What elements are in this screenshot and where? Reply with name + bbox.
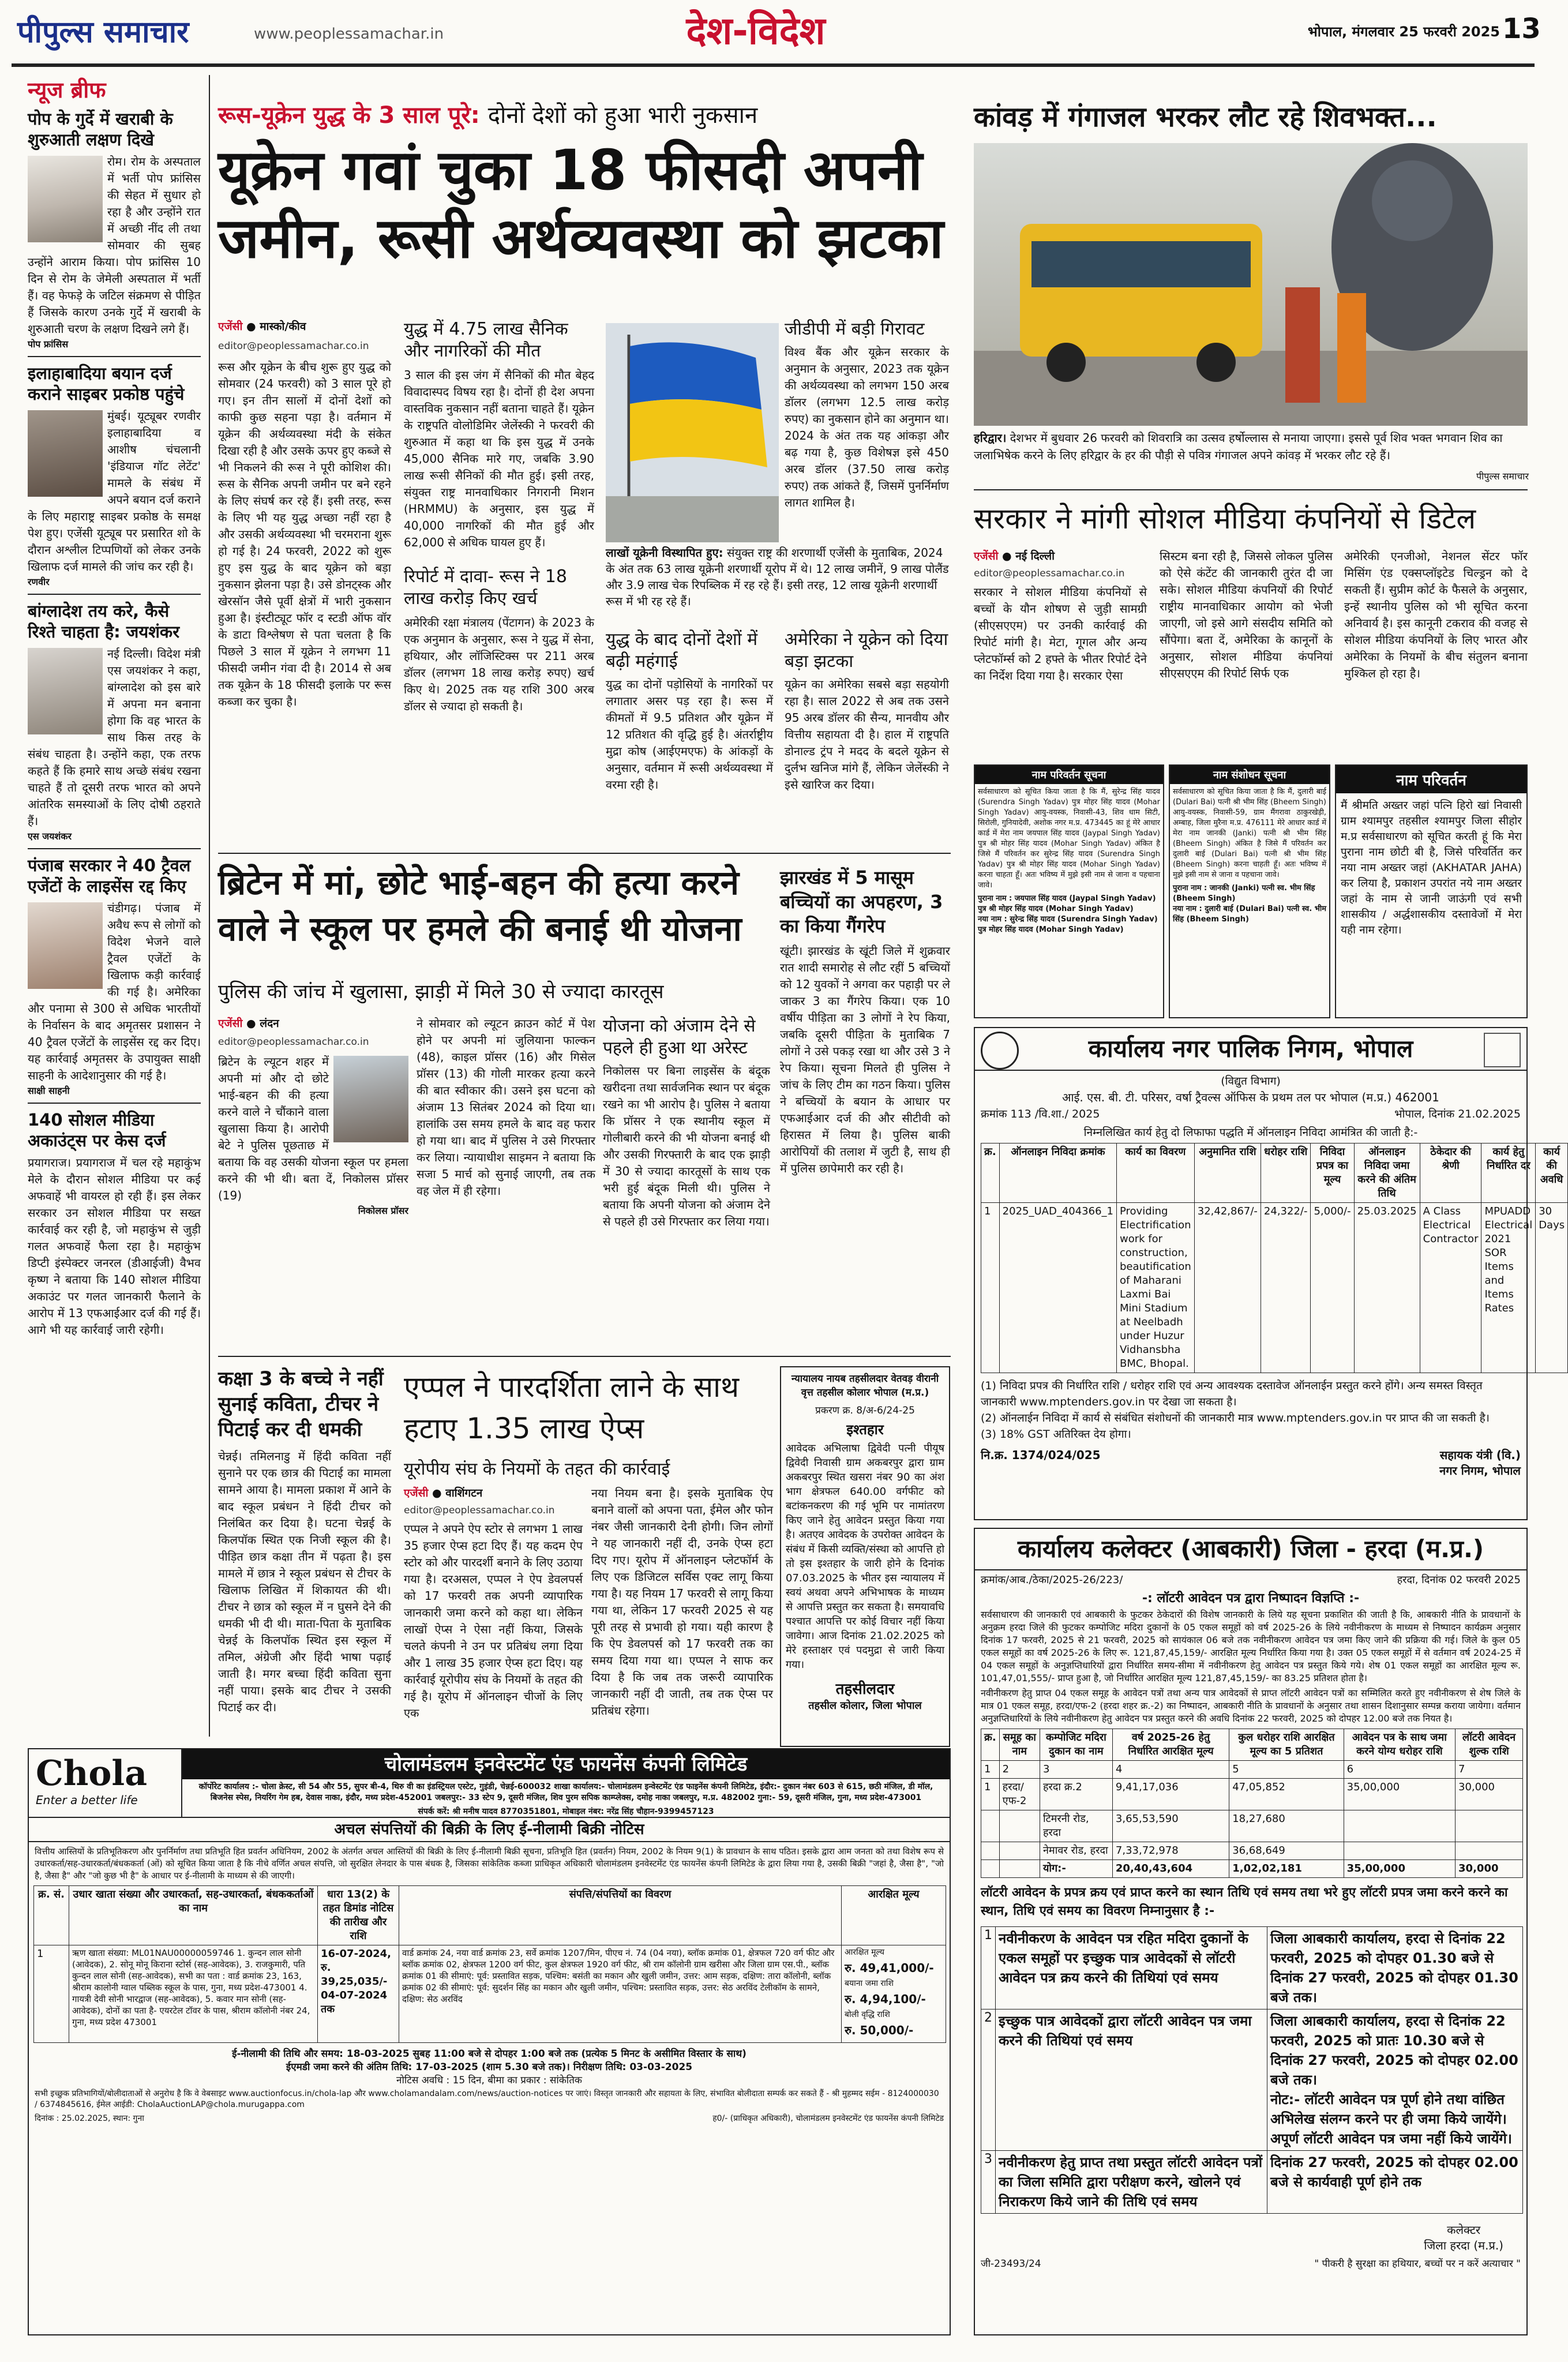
- social-email[interactable]: editor@peoplessamachar.co.in: [974, 568, 1125, 579]
- issue-date: भोपाल, मंगलवार 25 फरवरी 2025: [1307, 24, 1500, 40]
- social-col1-text: सरकार ने सोशल मीडिया कंपनियों से बच्चों के यौन शोषण से जुड़ी सामग्री (सीएसएएम) पर उनकी कार्रवाई की रिपोर्ट मांगी है। मेटा, गूगल और अन्य प्लेटफॉर्म्स को 2 हफ्ते के भीतर रिपोर्ट देने का निर्देश दिया गया है। सरकार ऐसा: [974, 585, 1147, 683]
- bmc-logo-icon: [981, 1032, 1019, 1070]
- lead-col3-text: विश्व बैंक और यूक्रेन सरकार के अनुमान के अनुसार, 2023 तक यूक्रेन की अर्थव्यवस्था को लगभग 150 अरब डॉलर (लगभग 12.5 लाख करोड़ रुपए) का नुकसान होने का अनुमान था। 2024 के अंत तक यह आंकड़ा और बढ़ गया है, कुछ विशेषज्ञ इसे 450 अरब डॉलर (37.50 लाख करोड़ रुपए) तक आंकते हैं, जिसमें पुनर्निर्माण लागत शामिल है।: [785, 345, 949, 509]
- jharkhand-body: खूंटी। झारखंड के खूंटी जिले में शुक्रवार रात शादी समारोह से लौट रहीं 5 बच्चियों को 12 युवकों ने अगवा कर पहाड़ी पर ले जाकर 3 का गैंगरेप किया। एक 10 वर्षीय पीड़िता का 3 लोगों ने रेप किया, जबकि दूसरी पीड़िता के मुताबिक 7 लोगों ने उसे पकड़ रखा था और उसे 3 ने रेप किया। सूचना मिलते ही पुलिस ने जांच के लिए टीम का गठन किया। पुलिस ने बच्चियों के बयान के आधार पर एफआईआर दर्ज की और सीटीवी को हिरासत में लिया है। पुलिस बाकी आरोपियों की तलाश में जुटी है, साथ ही में पुलिस छापेमारी कर रही है।: [780, 944, 950, 1175]
- table-row: 2 इच्छुक पात्र आवेदकों द्वारा लॉटरी आवेदन पत्र जमा करने की तिथियां एवं समय जिला आबकारी कार्यालय, हरदा से दिनांक 22 फरवरी, 2025 को प्रातः 10.30 बजे से दिनांक 27 फरवरी, 2025 को दोपहर 02.00 बजे तक। नोट:- लॉटरी आवेदन पत्र पूर्ण होने तथा वांछित अभिलेख संलग्न करने पर ही जमा किये जायेंगे। अपूर्ण लॉटरी आवेदन पत्र जमा नहीं किये जायेंगे।: [981, 2009, 1523, 2151]
- jharkhand-story: [780, 865, 950, 1350]
- chola-address: कॉर्पोरेट कार्यालय :- चोला क्रेस्ट, सी 54 और 55, सुपर बी-4, थिरु वी का इंडस्ट्रियल एस्टेट, गुइंडी, चेन्नई-600032 शाखा कार्यालय:- चोलामंडलम इन्वेस्टमेंट एंड फाइनेंस कंपनी लिमिटेड, इंदौर:- दुकान नंबर 603 से 615, छठी मंजिल, डी मॉल, बिजनेस स्पेस, नियरिंग गेम हब, देवास नाका, इंदौर, मध्य प्रदेश-452001 जबलपुर:- 33 स्टेप 9, दूसरी मंजिल, शिव पुरम सपिक काम्प्लेक्स, दमोह नाका जबलपुर, म.प्र. 482002 गुना:- 59, दूसरी मंजिल, गुना, मध्य प्रदेश-473001: [198, 1782, 933, 1802]
- collector-schedule-table: [981, 1926, 1523, 2214]
- prosser-caption: निकोलस प्रॉसर: [358, 1205, 408, 1216]
- chola-bid-label: बोली वृद्धि राशि: [845, 2010, 890, 2019]
- britain-byline: एजेंसी ● लंदन: [218, 1017, 279, 1030]
- notice3-title: नाम परिवर्तन: [1336, 766, 1526, 793]
- swachh-logo-icon: [1484, 1033, 1521, 1067]
- chola-contact: संपर्क करें: श्री मनीष यादव 8770351801, मोबाइल नंबर: नरेंद्र सिंह चौहान-9399457123: [418, 1807, 714, 1816]
- flag-icon: [606, 323, 779, 542]
- brief-jaishankar-body: नई दिल्ली। विदेश मंत्री एस जयशंकर ने कहा, बांग्लादेश को इस बारे में अपना मन बनाना होगा कि वह भारत के साथ किस तरह के संबंध चाहता है। उन्होंने कहा, एक तरफ कहते हैं कि हमारे साथ अच्छे संबंध रखना चाहते हैं तो दूसरी तरफ भारत को अपने आंतरिक समस्याओं के लिए दोषी ठहराते हैं।: [28, 647, 201, 828]
- notice1-new: नया नाम : सुरेन्द्र सिंह यादव (Surendra Singh Yadav) पुत्र मोहर सिंह यादव (Mohar Singh Yadav): [978, 915, 1158, 934]
- lead-col2-text: 3 साल की इस जंग में सैनिकों की मौत बेहद विवादास्पद विषय रहा है। दोनों ही देश अपना वास्तविक नुकसान नहीं बताना चाहते हैं। यूक्रेन के राष्ट्रपति वोलोडिमिर जेलेंस्की ने फरवरी की शुरुआत में कहा था कि इस युद्ध में उनके 45,000 सैनिक मारे गए, जबकि 3.90 लाख रूसी सैनिकों की मौत हुई। इसी तरह, संयुक्त राष्ट्र मानवाधिकार निगरानी मिशन (HRMMU) के अनुसार, इस युद्ध में 40,000 नागरिकों की मौत हुई और 62,000 से अधिक घायल हुए हैं।: [404, 368, 594, 549]
- class3-story: [218, 1366, 391, 1735]
- tehsil-sign2: तहसील कोलार, जिला भोपाल: [808, 1700, 922, 1712]
- brief-pope-body: रोम। रोम के अस्पताल में भर्ती पोप फ्रांसिस की सेहत में सुधार हो रहा है और उन्होंने रात में अच्छी नींद ली तथा सोमवार की सुबह उन्होंने आराम किया। पोप फ्रांसिस 10 दिन से रोम के जेमेली अस्पताल में भर्ती हैं। वह फेफड़े के जटिल संक्रमण से पीड़ित हैं जिसके कारण उनके गुर्दे में खराबी के शुरुआती चरण के लक्षण दिखने लगे हैं।: [28, 155, 201, 336]
- social-byline: एजेंसी ● नई दिल्ली: [974, 550, 1055, 563]
- tehsil-title: न्यायालय नायब तहसीलदार वेतवड़ वीरानी वृत्त तहसील कोलार भोपाल (म.प्र.): [791, 1373, 939, 1399]
- britain-column-3: [603, 1015, 770, 1350]
- social-headline: सरकार ने मांगी सोशल मीडिया कंपनियों से डिटेल: [974, 502, 1476, 535]
- collector-heading: -: लॉटरी आवेदन पत्र द्वारा निष्पादन विज्ञप्ति :-: [1142, 1591, 1360, 1606]
- chola-auction: ई-नीलामी की तिथि और समय: 18-03-2025 सुबह 11:00 बजे से दोपहर 1:00 बजे तक (प्रत्येक 5 मिनट के असीमित विस्तार के साथ): [232, 2048, 747, 2060]
- shiv-rule: [974, 489, 1528, 490]
- social-col3-text: अमेरिकी एनजीओ, नेशनल सेंटर फॉर मिसिंग एंड एक्सप्लॉइटेड चिल्ड्रन को दे सकती हैं। सुप्रीम कोर्ट के फैसले के अनुसार, इन्हें स्थानीय पुलिस को भी सूचित करना अनिवार्य है। इस कानूनी टकराव की वजह से सोशल मीडिया कंपनियों के लिए भारत और अमेरिका के नियमों के बीच संतुलन बनाना मुश्किल हो रहा है।: [1344, 549, 1528, 680]
- notice1-body: सर्वसाधारण को सूचित किया जाता है कि मैं, सुरेन्द्र सिंह यादव (Surendra Singh Yadav) पुत्र मोहर सिंह यादव (Mohar Singh Yadav) आयु-वयस्क, निवासी-43, शिव धाम सिटी, सिरोली, गुनियादेवी, अशोक नगर म.प्र. 473445 का हूं मेरे आधार कार्ड में मेरा नाम जयपाल सिंह यादव (Jaypal Singh Yadav) पुत्र श्री मोहर सिंह यादव (Mohar Singh Yadav) अंकित है जिसे मैं परिवर्तन कर सुरेन्द्र सिंह यादव (Surendra Singh Yadav) पुत्र श्री मोहर सिंह यादव (Mohar Singh Yadav) करना चाहता हूँ। अतः भविष्य में मुझे इसी नाम से जाना व पहचाना जावे।: [978, 788, 1160, 890]
- britain-col1-text: ब्रिटेन के ल्यूटन शहर में अपनी मां और दो छोटे भाई-बहन की की हत्या करने वाले ने चौंकाने वाला खुलासा किया है। आरोपी बेटे ने पुलिस पूछताछ में बताया कि वह उसकी योजना स्कूल पर हमला करने की भी थी। बता दें, निकोलस प्रॉसर (19): [218, 1055, 408, 1202]
- collector-title: कार्यालय कलेक्टर (आबकारी) जिला - हरदा (म.प्र.): [975, 1529, 1526, 1570]
- jharkhand-headline: झारखंड में 5 मासूम बच्चियों का अपहरण, 3 का किया गैंगरेप: [780, 867, 943, 937]
- notice2-title: नाम संशोधन सूचना: [1170, 766, 1329, 784]
- apple-column-1: [404, 1485, 583, 1739]
- shiv-photo: [974, 143, 1528, 426]
- chola-title: चोलामंडलम इनवेस्टमेंट एंड फायनेंस कंपनी लिमिटेड: [182, 1749, 950, 1779]
- nagar-tender-table: [981, 1143, 1568, 1373]
- notice-name-change-2: [1169, 764, 1330, 1018]
- lead-column-4: [606, 629, 773, 848]
- tehsil-label: इश्तहार: [846, 1422, 884, 1438]
- chola-table-header: क्र. सं. उधार खाता संख्या और उधारकर्ता, सह-उधारकर्ता, बंधककर्ताओं का नाम धारा 13(2) के तहत डिमांड नोटिस की तारीख और राशि संपत्ति/संपत्तियों का विवरण आरक्षित मूल्य: [34, 1886, 946, 1945]
- lead-email[interactable]: editor@peoplessamachar.co.in: [218, 340, 369, 352]
- nagar-title-bar: [975, 1028, 1526, 1071]
- shiv-caption: हरिद्वार। देशभर में बुधवार 26 फरवरी को शिवरात्रि का उत्सव हर्षोल्लास से मनाया जाएगा। इससे पूर्व शिव भक्त भगवान शिव का जलाभिषेक करने के लिए हरिद्वार के हर की पौड़ी से पवित्र गंगाजल अपने कांवड़ में भरकर लौट रहे हैं।: [974, 431, 1503, 462]
- nagar-ref: क्रमांक 113 /वि.शा./ 2025: [981, 1108, 1100, 1120]
- tehsil-sign: तहसीलदार: [835, 1681, 895, 1698]
- chola-emd: रु. 4,94,100/-: [845, 1992, 926, 2006]
- lead-sub-spend: रिपोर्ट में दावा- रूस ने 18 लाख करोड़ किए खर्च: [404, 567, 567, 609]
- section-title: देश-विदेश: [686, 9, 826, 53]
- jaishankar-caption: एस जयशंकर: [28, 831, 72, 842]
- masthead-logo: [17, 10, 294, 51]
- britain-subhead: पुलिस की जांच में खुलासा, झाड़ी में मिले 30 से ज्यादा कारतूस: [218, 980, 664, 1003]
- prosser-photo: [333, 1056, 408, 1142]
- pope-caption: पोप फ्रांसिस: [28, 339, 69, 350]
- table-row: 3 नवीनीकरण हेतु प्राप्त तथा प्रस्तुत लॉटरी आवेदन पत्रों का जिला समिति द्वारा परीक्षण करने, खोलने एवं निराकरण किये जाने की तिथि एवं समय दिनांक 27 फरवरी, 2025 को दोपहर 02.00 बजे से कार्यवाही पूर्ण होने तक: [981, 2151, 1523, 2214]
- chola-sub: अचल संपत्तियों की बिक्री के लिए ई-नीलामी बिक्री नोटिस: [29, 1818, 950, 1842]
- lead-col2b-text: अमेरिकी रक्षा मंत्रालय (पेंटागन) के 2023 के एक अनुमान के अनुसार, रूस ने युद्ध में सेना, हथियार, और लॉजिस्टिक्स पर 211 अरब डॉलर (लगभग 18 लाख करोड़ रुपए) खर्च किए थे। 2025 तक यह राशि 300 अरब डॉलर से ज्यादा हो सकती है।: [404, 616, 594, 713]
- britain-headline: ब्रिटेन में मां, छोटे भाई-बहन की हत्या करने वाले ने स्कूल पर हमले की बनाई थी योजना: [218, 863, 742, 948]
- collector-table-numbers: 1 2 3 4 5 6 7: [981, 1761, 1523, 1779]
- lead-rule: [218, 853, 951, 854]
- nagar-sign: सहायक यंत्री (वि.): [1439, 1448, 1521, 1462]
- nagar-note-3: (3) 18% GST अतिरिक्त देय होगा।: [981, 1428, 1131, 1441]
- chola-emd-date: ईएमडी जमा करने की अंतिम तिथि: 17-03-2025 (शाम 5.30 बजे तक)। निरीक्षण तिथि: 03-03-2025: [286, 2061, 693, 2073]
- brief-ranveer-head: इलाहाबादिया बयान दर्ज कराने साइबर प्रकोष्ठ पहुंचे: [28, 363, 185, 404]
- brief-jaishankar: [28, 601, 201, 842]
- brief-punjab-head: पंजाब सरकार ने 40 ट्रैवल एजेंटों के लाइसेंस रद्द किए: [28, 856, 191, 896]
- lead-column-3: [785, 318, 949, 538]
- collector-sign2: जिला हरदा (म.प्र.): [1424, 2239, 1503, 2252]
- tehsil-case: प्रकरण क्र. 8/अ-6/24-25: [815, 1405, 915, 1416]
- nagar-addr: आई. एस. बी. टी. परिसर, वर्षा ट्रैवल्स ऑफिस के प्रथम तल पर भोपाल (म.प्र.) 462001: [1062, 1090, 1439, 1104]
- shiv-scene-icon: [974, 143, 1528, 426]
- tehsil-body: आवेदक अभिलाषा द्विवेदी पत्नी पीयूष द्विवेदी निवासी ग्राम अकबरपुर द्वारा ग्राम अकबरपुर स्थित खसरा नंबर 90 का अंश भाग क्षेत्रफल 640.00 वर्गफीट को बटांकनकरण की गई भूमि पर नामांतरण किए जाने हेतु आवेदन प्रस्तुत किया गया है। अतएव आवेदक के उपरोक्त आवेदन के संबंध में किसी व्यक्ति/संस्था को आपत्ति हो तो इस इश्तहार के जारी होने के दिनांक 07.03.2025 के भीतर इस न्यायालय में स्वयं अथवा अपने अभिभाषक के माध्यम से आपत्ति प्रस्तुत कर सकता है। समयावधि पश्चात आपत्ति पर कोई विचार नहीं किया जावेगा। आज दिनांक 21.02.2025 को मेरे हस्ताक्षर एवं पदमुद्रा से जारी किया गया।: [786, 1442, 944, 1671]
- chola-brand: Chola: [36, 1753, 148, 1794]
- shiv-headline: कांवड़ में गंगाजल भरकर लौट रहे शिवभक्त...: [974, 101, 1437, 133]
- page-number: 13: [1502, 13, 1541, 45]
- pope-photo: [28, 156, 103, 242]
- notice2-body: सर्वसाधारण को सूचित किया जाता है कि मैं, दुलारी बाई (Dulari Bai) पत्नी श्री भीम सिंह (Bheem Singh) आयु-वयस्क, निवासी-59, ग्राम मैंगरावा ठाकुरखेड़ी, अम्बाह, जिला मुरैना म.प्र. 476111 मेरे आधार कार्ड में मेरा नाम जानकी (Janki) पत्नी श्री भीम सिंह (Bheem Singh) अंकित है जिसे मैं परिवर्तन कर दुलारी बाई (Dulari Bai) पत्नी श्री भीम सिंह (Bheem Singh) करना चाहती हूँ। अतः भविष्य में मुझे इसी नाम से जाना व पहचाना जावे।: [1173, 788, 1326, 879]
- lead-col1-text: रूस और यूक्रेन के बीच शुरू हुए युद्ध को सोमवार (24 फरवरी) को 3 साल पूरे हो गए। इन तीन सालों में दोनों देशों को काफी कुछ सहना पड़ा है। वर्तमान में यूक्रेन की अर्थव्यवस्था मंदी के संकेत दिखा रही है और उसके ऊपर हुए कब्जे से भी निकलने की रूस ने पूरी कोशिश की। रूस के सैनिक अपनी जमीन पर बने रहने के लिए संघर्ष कर रहे हैं। इसी तरह, रूस के लिए भी यह युद्ध अच्छा नहीं रहा है और उसकी अर्थव्यवस्था भी चरमराना शुरू हो गई है। 24 फरवरी, 2022 को शुरू हुए इस युद्ध के बाद यूक्रेन को बड़ा नुकसान झेलना पड़ा है। उसे डोनट्स्क और खेरसॉन जैसे पूर्वी क्षेत्रों में भारी नुकसान हुआ है। इंस्टीट्यूट फॉर द स्टडी ऑफ वॉर के डाटा विश्लेषण से पता चलता है कि पिछले 3 साल में यूक्रेन ने लगभग 11 फीसदी जमीन गंवा दी है। 2014 से अब तक यूक्रेन के 18 फीसदी इलाके पर रूस कब्जा कर चुका है।: [218, 360, 391, 708]
- notice1-old: पुराना नाम : जयपाल सिंह यादव (Jaypal Singh Yadav) पुत्र श्री मोहर सिंह यादव (Mohar Singh Yadav): [978, 894, 1156, 913]
- lead-sub-deaths: युद्ध में 4.75 लाख सैनिक और नागरिकों की मौत: [404, 319, 568, 361]
- table-row: 1 ऋण खाता संख्या: ML01NAU00000059746 1. कुन्दन लाल सोनी (आवेदक), 2. सोनू मोनू किराना स्टोर्स (सह-आवेदक), 3. राजकुमारी, पति कुन्दन लाल सोनी (सह-आवेदक), सभी का पता : वार्ड क्रमांक 23, 163, श्रीराम कालोनी ग्वाल पब्लिक स्कूल के पास, गुना, मध्य प्रदेश-473001 4. गायत्री देवी सोनी भारद्वाज (सह-आवेदक), 5. कवार मान सोनी (सह-आवेदक), दोनों का पता है- एयरटेल टॉवर के पास, श्रीराम कॉलोनी नंबर 24, गुना, मध्य प्रदेश 473001 16-07-2024, रु. 39,25,035/- 04-07-2024 तक वार्ड क्रमांक 24, नया वार्ड क्रमांक 23, सर्वे क्रमांक 1207/मिन, पीएच नं. 74 (04 नया), ब्लॉक क्रमांक 01, क्षेत्रफल 720 वर्ग फीट और ब्लॉक क्रमांक 02, क्षेत्रफल 1200 वर्ग फीट, कुल क्षेत्रफल 1920 वर्ग फीट, श्री राम कॉलोनी ग्राम खरीसा और जिला ग्राम एस.पी., ब्लॉक क्रमांक 01 की सीमाएं: पूर्व: प्रस्तावित सड़क, पश्चिम: बसंती का मकान और खुली जमीन, उत्तर: आम सड़क, दक्षिण: तारा कॉलोनी, ब्लॉक क्रमांक 02 की सीमाएं: पूर्व: सुदर्शन सिंह का मकान और खुली जमीन, पश्चिम: प्रस्तावित सड़क, उत्तर: सेठ अरविंद टेलीकॉम के सामने, दक्षिण: सेठ अरविंद आरक्षित मूल्य रु. 49,41,000/- बयाना जमा राशि रु. 4,94,100/- बोली वृद्धि राशि रु. 50,000/-: [34, 1945, 946, 2043]
- collector-ji: जी-23493/24: [981, 2258, 1041, 2270]
- ranveer-caption: रणवीर: [28, 576, 50, 587]
- lead-col5-text: यूक्रेन का अमेरिका सबसे बड़ा सहयोगी रहा है। साल 2022 से अब तक उसने 95 अरब डॉलर की सैन्य, मानवीय और वित्तीय सहायता दी है। हाल में राष्ट्रपति डोनाल्ड ट्रंप ने मदद के बदले यूक्रेन से दुर्लभ खनिज मांगे हैं, लेकिन जेलेंस्की ने इसे खारिज कर दिया।: [785, 677, 949, 792]
- notice2-new: नया नाम : दुलारी बाई (Dulari Bai) पत्नी स्व. भीम सिंह (Bheem Singh): [1173, 905, 1326, 924]
- notice2-old: पुराना नाम : जानकी (Janki) पत्नी स्व. भीम सिंह (Bheem Singh): [1173, 884, 1315, 903]
- apple-byline: एजेंसी ● वाशिंगटन: [404, 1487, 483, 1499]
- notice3-body: मैं श्रीमति अख्तर जहां पत्नि हिरो खां निवासी ग्राम श्यामपुर तहसील श्यामपुर जिला सीहोर म.प्र सर्वसाधारण को सूचित करती हूं कि मेरा पुराना नाम छोटी बी है, जिसे परिवर्तित कर नया नाम अख्तर जहां (AKHATAR JAHA) कर लिया है, प्रकाशन उपरांत नये नाम अख्तर जहां के नाम से जानी जाऊंगी एवं सभी शासकीय / अर्द्धशासकीय दस्तावेजों में मेरा यही नाम रहेगा।: [1341, 799, 1522, 936]
- chola-auction-notice: [28, 1748, 951, 2335]
- brief-social-body: प्रयागराज। प्रयागराज में चल रहे महाकुंभ मेले के दौरान सोशल मीडिया पर कई अफवाहें भी वायरल हो रही हैं। इस लेकर सरकार उन सोशल मीडिया पर सख्त कार्रवाई कर रही है, जो महाकुंभ से जुड़ी गलत अफवाहें फैला रहा है। महाकुंभ डिप्टी इंस्पेक्टर जनरल (डीआईजी) वैभव कृष्ण ने बताया कि 140 सोशल मीडिया अकाउंट पर गलत जानकारी फैलाने के आरोप में 13 एफआईआर दर्ज की गई हैं। आगे भी यह कार्रवाई जारी रहेगी।: [28, 1156, 201, 1337]
- notice1-title: नाम परिवर्तन सूचना: [975, 766, 1163, 784]
- collector-notice: [974, 1528, 1528, 2335]
- collector-intro: सर्वसाधारण की जानकारी एवं आबकारी के फुटकर ठेकेदारों की विशेष जानकारी के लिये यह सूचना प्रकाशित की जाती है कि, आबकारी नीति के प्रावधानों के अनुक्रम हरदा जिले की फुटकर कम्पोजिट मदिरा दुकानों के 05 एकल समूहों को वर्ष 2025-26 के लिये नवीनीकरण के माध्यम से निष्पादन कार्यक्रम अनुसार दिनांक 17 फरवरी, 2025 से 21 फरवरी, 2025 को सायंकाल 06 बजे तक नवीनीकरण आवेदन पत्र जमा किए जाने की प्रक्रिया की गई। जिले के कुल 05 एकल समूहों का वर्ष 2025-26 के लिए रू. 121,87,45,159/- आरक्षित मूल्य निर्धारित किया गया है। उक्त 05 एकल समूहों में से वर्तमान वर्ष 2024-25 में 04 एकल समूहों के अनुज्ञप्तिधारियों द्वारा निर्धारित समय-सीमा में नवीनीकरण हेतु आवेदन पत्र प्रस्तुत किये गये। शेष 01 एकल समूहों का आरक्षित मूल्य रू. 101,47,01,555/- प्राप्त हुआ है, जो निर्धारित आरक्षित मूल्य 121,87,45,159/- का 83.25 प्रतिशत होता है।: [981, 1609, 1521, 1684]
- tehsil-notice: [780, 1366, 950, 1747]
- social-col2-text: सिस्टम बना रही है, जिससे लोकल पुलिस को ऐसे कंटेंट की जानकारी तुरंत दी जा सके। सोशल मीडिया कंपनियों की रिपोर्ट राष्ट्रीय मानवाधिकार आयोग को भेजी जाएगी, जो इसे आगे संसदीय समिति को सौंपेगा। बता दें, अमेरिका के कानूनों के अनुसार, सोशल मीडिया कंपनियां सीएसएएम की रिपोर्ट सिर्फ एक: [1160, 549, 1333, 680]
- apple-email[interactable]: editor@peoplessamachar.co.in: [404, 1505, 555, 1516]
- chola-note: नोटिस अवधि : 15 दिन, बीमा का प्रकार : सांकेतिक: [396, 2075, 582, 2086]
- ukraine-flag-photo: [606, 323, 779, 542]
- class3-body: चेन्नई। तमिलनाडु में हिंदी कविता नहीं सुनाने पर एक छात्र की पिटाई का मामला सामने आया है। मामला प्रकाश में आने के बाद स्कूल प्रबंधन ने हिंदी टीचर को निलंबित कर दिया है। घटना चेन्नई के किलपॉक स्थित एक निजी स्कूल की है। पीड़ित छात्र कक्षा तीन में पढ़ता है। इस मामले में छात्र ने स्कूल प्रबंधन से टीचर के खिलाफ लिखित में शिकायत की थी। टीचर ने छात्र को स्कूल में न घुसने देने की धमकी भी दी थी। माता-पिता के मुताबिक चेन्नई के किलपॉक स्थित इस स्कूल में तमिल, अंग्रेजी और हिंदी भाषा पढ़ाई जाती है। मगर बच्चा हिंदी कविता सुना नहीं पाया। इसके बाद टीचर ने उसकी पिटाई कर दी।: [218, 1449, 391, 1714]
- table-row: 1 2025_UAD_404366_1 Providing Electrification work for construction, beautification of Maharani Laxmi Bai Mini Stadium at Neelbadh under Huzur Vidhansbha BMC, Bhopal. 32,42,867/- 24,322/- 5,000/- 25.03.2025 A Class Electrical Contractor MPUADD Electrical 2021 SOR Items and Items Rates 30 Days: [981, 1203, 1568, 1373]
- britain-col2-text: ने सोमवार को ल्यूटन क्राउन कोर्ट में पेश होने पर अपनी मां जुलियाना फाल्कन (48), काइल प्रॉसर (16) और गिसेल प्रॉसर (13) की गोली मारकर हत्या करने की बात स्वीकार की। उसने इस घटना को अंजाम 13 सितंबर 2024 को दिया था। हालांकि उस समय हमले के बाद वह फरार हो गया था। बाद में पुलिस ने उसे गिरफ्तार कर लिया। न्यायाधीश साइमन ने बताया कि सजा 5 मार्च को सुनाई जाएगी, तब तक वह जेल में ही रहेगा।: [417, 1017, 595, 1198]
- jaishankar-photo: [28, 648, 103, 734]
- social-column-1: [974, 548, 1147, 756]
- chola-logo: [29, 1749, 182, 1817]
- chola-sign: ह0/- (प्राधिकृत अधिकारी), चोलामंडलम इनवेस्टमेंट एंड फायनेंस कंपनी लिमिटेड: [712, 2114, 944, 2123]
- nagar-date: भोपाल, दिनांक 21.02.2025: [1394, 1108, 1521, 1120]
- lead-headline: यूक्रेन गवां चुका 18 फीसदी अपनी जमीन, रूसी अर्थव्यवस्था को झटका: [218, 138, 944, 271]
- lead-byline: एजेंसी ● मास्को/कीव: [218, 320, 306, 333]
- brief-punjab: [28, 855, 201, 1097]
- news-brief-label: न्यूज ब्रीफ: [28, 77, 106, 103]
- brief-pope-head: पोप के गुर्दे में खराबी के शुरुआती लक्षण दिखे: [28, 109, 173, 149]
- brief-jaishankar-head: बांग्लादेश तय करे, कैसे रिश्ते चाहता है: जयशंकर: [28, 601, 180, 642]
- chola-property-table: [33, 1885, 946, 2043]
- lead-column-1: [218, 318, 391, 849]
- britain-email[interactable]: editor@peoplessamachar.co.in: [218, 1036, 369, 1048]
- brief-punjab-body: चंडीगढ़। पंजाब में अवैध रूप से लोगों को विदेश भेजने वाले ट्रैवल एजेंटों के खिलाफ कड़ी कार्रवाई की गई है। अमेरिका और पनामा से 300 से अधिक भारतीयों के निर्वासन के बाद अमृतसर प्रशासन ने 40 ट्रैवल एजेंटों के लाइसेंस रद्द कर दिए। यह कार्रवाई अमृतसर के उपायुक्त साक्षी साहनी के आदेशानुसार की गई है।: [28, 901, 201, 1082]
- news-brief-column: [28, 75, 201, 1737]
- masthead-rule: [12, 63, 1535, 67]
- britain-sub: योजना को अंजाम देने से पहले ही हुआ था अरेस्ट: [603, 1016, 756, 1058]
- nagar-title: कार्यालय नगर पालिक निगम, भोपाल: [1088, 1034, 1413, 1063]
- nagar-table-header: क्र. ऑनलाइन निविदा क्रमांक कार्य का विवरण अनुमानित राशि धरोहर राशि निविदा प्रपत्र का मूल्य ऑनलाइन निविदा जमा करने की अंतिम तिथि ठेकेदार की श्रेणी कार्य हेतु निर्धारित दर कार्य की अवधि: [981, 1143, 1568, 1203]
- collector-table-header: क्र. समूह का नाम कम्पोजिट मदिरा दुकान का नाम वर्ष 2025-26 हेतु निर्धारित आरक्षित मूल्य कुल धरोहर राशि आरक्षित मूल्य का 5 प्रतिशत आवेदन पत्र के साथ जमा करने योग्य धरोहर राशि लॉटरी आवेदन शुल्क राशि: [981, 1729, 1523, 1761]
- apple-col1-text: एप्पल ने अपने ऐप स्टोर से लगभग 1 लाख 35 हजार ऐप्स हटा दिए हैं। यह कदम ऐप स्टोर को और पारदर्शी बनाने के लिए उठाया गया है। दरअसल, एप्पल ने ऐप डेवलपर्स को 17 फरवरी तक अपनी व्यापारिक जानकारी जमा करने को कहा था। लेकिन लाखों ऐप्स ने ऐसा नहीं किया, जिसके चलते कंपनी ने उन पर प्रतिबंध लगा दिया और 1 लाख 35 हजार ऐप्स हटा दिए। यह कार्रवाई यूरोपीय संघ के नियमों के तहत की गई है। यूरोप में ऑनलाइन चीजों के लिए एक: [404, 1522, 583, 1720]
- table-row: 1 हरदा/ एफ-2 हरदा क्र.2 9,41,17,036 47,05,852 35,00,000 30,000: [981, 1779, 1523, 1810]
- lead-photo-caption: लाखों यूक्रेनी विस्थापित हुए: संयुक्त राष्ट्र की शरणार्थी एजेंसी के मुताबिक, 2024 के अंत तक 63 लाख यूक्रेनी शरणार्थी यूरोप में थे। 12 लाख जमीनें, 9 लाख पोलैंड और 3.9 लाख चेक रिपब्लिक में रह रहे हैं। इसी तरह, 12 लाख यूक्रेनी शरणार्थी रूस में भी रह रहे हैं।: [606, 546, 949, 608]
- nagar-notes: [975, 1373, 1526, 1447]
- table-row: 1 नवीनीकरण के आवेदन पत्र रहित मदिरा दुकानों के एकल समूहों पर इच्छुक पात्र आवेदकों से लॉटरी आवेदन पत्र क्रय करने की तिथियां एवं समय जिला आबकारी कार्यालय, हरदा से दिनांक 22 फरवरी, 2025 को दोपहर 01.30 बजे से दिनांक 27 फरवरी, 2025 को दोपहर 01.30 बजे तक।: [981, 1927, 1523, 2009]
- brief-ranveer-body: मुंबई। यूट्यूबर रणवीर इलाहाबादिया व आशीष चंचलानी 'इंडियाज गॉट लेटेंट' मामले के संबंध में अपने बयान दर्ज कराने के लिए महाराष्ट्र साइबर प्रकोष्ठ के समक्ष पेश हुए। एजेंसी यूट्यूब पर प्रसारित शो के दौरान अश्लील टिप्पणियों को लेकर उनके खिलाफ दर्ज मामले की जांच कर रही है।: [28, 409, 201, 573]
- logo-text: पीपुल्स समाचार: [17, 14, 189, 50]
- chola-emd-label: बयाना जमा राशि: [845, 1979, 894, 1988]
- masthead: [0, 0, 1545, 63]
- chola-reserve-label: आरक्षित मूल्य: [845, 1948, 885, 1957]
- brief-ranveer: [28, 363, 201, 588]
- nagar-sign2: नगर निगम, भोपाल: [1439, 1464, 1521, 1478]
- table-row: नेमावर रोड, हरदा 7,33,72,978 36,68,649: [981, 1842, 1523, 1860]
- collector-sign: कलेक्टर: [1447, 2223, 1481, 2237]
- brief-social-case: [28, 1109, 201, 1339]
- sakshi-photo: [28, 902, 103, 989]
- lead-sub-inflation: युद्ध के बाद दोनों देशों में बढ़ी महंगाई: [606, 629, 758, 672]
- chola-date: दिनांक : 25.02.2025, स्थान: गुना: [35, 2114, 144, 2123]
- lead-sub-us: अमेरिका ने यूक्रेन को दिया बड़ा झटका: [785, 629, 948, 672]
- chola-intro: वित्तीय आस्तियों के प्रतिभूतिकरण और पुनर्निर्माण तथा प्रतिभूति हित प्रवर्तन अधिनियम, 2002 के अंतर्गत अचल आस्तियों की बिक्री के लिए ई-नीलामी बिक्री सूचना, प्रतिभूति हित (प्रवर्तन) नियम, 2002 के नियम 9(1) के प्रावधान के साथ पठित। इसके द्वारा आम जनता को तथा विशेष रूप से उधारकर्ता/सह-उधारकर्ता/बंधककर्ता (ओं) को सूचित किया जाता है कि नीचे वर्णित अचल संपत्ति, जो सुरक्षित लेनदार के पास बंधक है, जिसका सांकेतिक कब्जा प्राधिकृत अधिकारी चोलामंडलम इनवेस्टमेंट एंड फायनेंस कंपनी लिमिटेड के द्वारा लिया गया है, उसकी बिक्री "जहां है, जैसा है", "जो है, जैसा है" और "जो कुछ भी है" के आधार पर ई-नीलामी के माध्यम से की जाएगी।: [35, 1846, 944, 1881]
- apple-col2-text: नया नियम बना है। इसके मुताबिक ऐप बनाने वालों को अपना पता, ईमेल और फोन नंबर जैसी जानकारी देनी होगी। जिन लोगों ने यह जानकारी नहीं दी, उनके ऐप्स हटा दिए गए। यूरोप में ऑनलाइन प्लेटफॉर्म के लिए एक डिजिटल सर्विस एक्ट लागू किया गया है। यह नियम 17 फरवरी से लागू किया गया था, लेकिन 17 फरवरी 2025 से यह पूरी तरह से प्रभावी हो गया। यही कारण है कि ऐप डेवलपर्स को 17 फरवरी तक का समय दिया गया था। एप्पल ने साफ कर दिया है कि जब तक जरूरी व्यापारिक जानकारी नहीं दी जाती, तब तक ऐप्स पर प्रतिबंध रहेगा।: [591, 1486, 773, 1718]
- collector-ref: क्रमांक/आब./ठेका/2025-26/223/: [981, 1574, 1123, 1586]
- lead-kicker: रूस-यूक्रेन युद्ध के 3 साल पूरे: दोनों देशों को हुआ भारी नुकसान: [218, 102, 758, 129]
- notice-name-change-1: [974, 764, 1164, 1018]
- sakshi-caption: साक्षी साहनी: [28, 1085, 70, 1096]
- nagar-intro: निम्नलिखित कार्य हेतु दो लिफाफा पद्धति में ऑनलाइन निविदा आमंत्रित की जाती है:-: [1083, 1126, 1418, 1139]
- nagar-dept: (विद्युत विभाग): [1221, 1075, 1281, 1088]
- chola-tagline: Enter a better life: [36, 1793, 138, 1807]
- class3-headline: कक्षा 3 के बच्चे ने नहीं सुनाई कविता, टीचर ने पिटाई कर दी धमकी: [218, 1367, 384, 1441]
- chola-foot: सभी इच्छुक प्रतिभागियों/बोलीदाताओं से अनुरोध है कि वे वेबसाइट www.auctionfocus.in/chola-lap और www.cholamandalam.com/news/auction-notices पर जाएं। विस्तृत जानकारी और सहायता के लिए, संभावित बोलीदाता सम्पर्क कर सकते हैं - श्री मुहम्मद सईम - 8124000030 / 6374845616, ईमेल आईडी: CholaAuctionLAP@chola.murugappa.com: [35, 2089, 939, 2109]
- nagar-note-2: (2) ऑनलाईन निविदा में कार्य से संबंधित संशोधनों की जानकारी मात्र www.mptenders.gov.in पर प्राप्त की जा सकती है।: [981, 1412, 1490, 1424]
- table-row: टिमरनी रोड, हरदा 3,65,53,590 18,27,680: [981, 1810, 1523, 1842]
- collector-lottery-intro: लॉटरी आवेदन के प्रपत्र क्रय एवं प्राप्त करने का स्थान तिथि एवं समय तथा भरे हुए लॉटरी प्रपत्र जमा करने करने का स्थान, तिथि एवं समय का विवरण निम्नानुसार है :-: [981, 1885, 1508, 1918]
- lead-col4-text: युद्ध का दोनों पड़ोसियों के नागरिकों पर लगातार असर पड़ रहा है। रूस में कीमतों में 9.5 प्रतिशत और यूक्रेन में 12 प्रतिशत की वृद्धि हुई है। अंतर्राष्ट्रीय मुद्रा कोष (आईएमएफ) के आंकड़ों के अनुसार, वर्तमान में रूसी अर्थव्यवस्था में वरमा रही है।: [606, 677, 773, 792]
- britain-column-1: [218, 1015, 408, 1350]
- mid-rule: [218, 1356, 951, 1357]
- collector-group-table: [981, 1729, 1523, 1878]
- nagar-nip: नि.क्र. 1374/024/025: [981, 1448, 1101, 1462]
- ranveer-photo: [28, 410, 103, 497]
- nagar-nigam-tender: [974, 1027, 1565, 1520]
- shiv-credit: पीपुल्स समाचार: [1476, 471, 1529, 482]
- lead-sub-gdp: जीडीपी में बड़ी गिरावट: [785, 319, 925, 339]
- table-row: योग:- 20,40,43,604 1,02,02,181 35,00,000 30,000: [981, 1860, 1523, 1878]
- apple-subhead: यूरोपीय संघ के नियमों के तहत की कार्रवाई: [404, 1459, 670, 1479]
- brief-column-rule: [209, 75, 210, 1737]
- masthead-website[interactable]: www.peoplessamachar.in: [254, 25, 444, 43]
- collector-intro2: नवीनीकरण हेतु प्राप्त 04 एकल समूह के आवेदन पत्रों तथा अन्य पात्र आवेदकों से प्राप्त लॉटरी आवेदन पत्रों का सम्मिलित करते हुए नवीनीकरण से शेष जिले के मात्र 01 एकल समूह, हरदा/एफ-2 (हरदा शहर क्र.-2) का निष्पादन, आबकारी नीति के प्रावधानों के अनुसार तथा शासन दिशानुसार सम्पन्न कराया जायेगा। वर्तमान अनुज्ञप्तिधारियों के लिये नवीनीकरण हेतु आवेदन पत्र प्रस्तुत करने की अवधि दिनांक 22 फरवरी, 2025 को दोपहर 12.00 बजे तक नियत है।: [981, 1688, 1521, 1724]
- notice-name-change-3: [1335, 764, 1528, 1018]
- chola-reserve: रु. 49,41,000/-: [845, 1961, 934, 1975]
- brief-pope: [28, 108, 201, 350]
- chola-bid: रु. 50,000/-: [845, 2023, 914, 2037]
- brief-social-head: 140 सोशल मीडिया अकाउंट्स पर केस दर्ज: [28, 1110, 166, 1150]
- britain-col3-text: निकोलस पर बिना लाइसेंस के बंदूक खरीदना तथा सार्वजनिक स्थान पर बंदूक रखने का भी आरोप है। पुलिस ने बताया कि प्रॉसर ने एक स्थानीय स्कूल में गोलीबारी करने की भी योजना बनाई थी और उसकी गिरफ्तारी के बाद एक झाड़ी में 30 से ज्यादा कारतूसों के साथ एक भरी हुई बंदूक मिली थी। पुलिस ने बताया कि अपनी योजना को अंजाम देने से पहले ही उसे गिरफ्तार कर लिया गया।: [603, 1064, 770, 1228]
- lead-column-5: [785, 629, 949, 848]
- lead-column-2: [404, 318, 594, 838]
- apple-headline: एप्पल ने पारदर्शिता लाने के साथ हटाए 1.35 लाख ऐप्स: [404, 1370, 740, 1445]
- collector-date: हरदा, दिनांक 02 फरवरी 2025: [1397, 1574, 1521, 1586]
- collector-slogan: " पीकरी है सुरक्षा का हथियार, बच्चों पर न करें अत्याचार ": [1314, 2258, 1521, 2270]
- nagar-note-1: (1) निविदा प्रपत्र की निर्धारित राशि / धरोहर राशि एवं अन्य आवश्यक दस्तावेज ऑनलाईन प्रस्तुत करने होंगे। अन्य समस्त विस्तृत जानकारी www.mptenders.gov.in पर देखा जा सकता है।: [981, 1379, 1483, 1408]
